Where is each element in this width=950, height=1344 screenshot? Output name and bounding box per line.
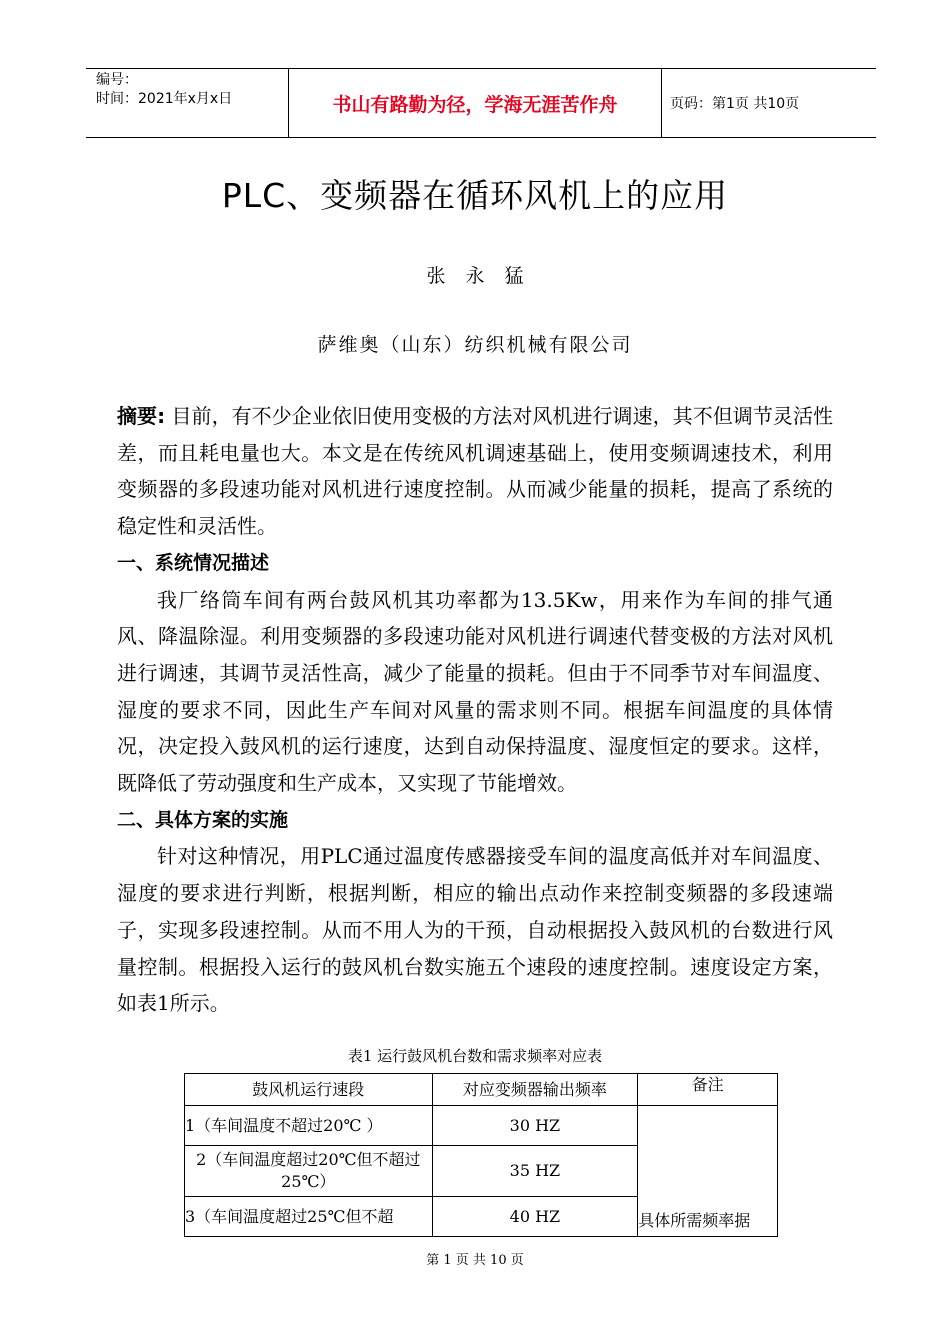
page-footer: 第 1 页 共 10 页 <box>426 1253 524 1268</box>
section-paragraph-1: 我厂络筒车间有两台鼓风机其功率都为13.5Kw，用来作为车间的排气通风、降温除湿。利用变频器的多段速功能对风机进行调速代替变极的方法对风机进行调速，其调节灵活性高，减少了能量的损耗。但由于不同季节对车间温度、湿度的要求不同，因此生产车间对风量的需求则不同。根据车间温度的具体情况，决定投入鼓风机的运行速度，达到自动保持温度、湿度恒定的要求。这样，既降低了劳动强度和生产成本，又实现了节能增效。 <box>117 587 833 796</box>
document-title: PLC、变频器在循环风机上的应用 <box>221 176 729 215</box>
table-header-cell: 对应变频器输出频率 <box>432 1074 638 1106</box>
table-header-cell: 备注 <box>638 1074 778 1106</box>
table-cell-stage: 2（车间温度超过20℃但不超过25℃） <box>185 1146 433 1197</box>
section-heading-1: 一、系统情况描述 <box>117 551 270 574</box>
table-row <box>185 1106 778 1146</box>
table-cell-frequency: 35 HZ <box>432 1146 638 1197</box>
section-heading-2: 二、具体方案的实施 <box>117 808 289 831</box>
table-header-cell: 鼓风机运行速段 <box>185 1074 433 1106</box>
table-cell-frequency: 40 HZ <box>432 1197 638 1237</box>
frequency-table <box>184 1073 778 1237</box>
author-name: 张永猛 <box>426 265 544 287</box>
header-motto: 书山有路勤为径，学海无涯苦作舟 <box>288 69 662 137</box>
section-paragraph-2: 针对这种情况，用PLC通过温度传感器接受车间的温度高低并对车间温度、湿度的要求进行判断，根据判断，相应的输出点动作来控制变频器的多段速端子，实现多段速控制。从而不用人为的干预，自动根据投入鼓风机的台数进行风量控制。根据投入运行的鼓风机台数实施五个速段的速度控制。速度设定方案，如表1所示。 <box>117 844 833 1016</box>
header-page-info: 页码：第1页 共10页 <box>670 96 800 112</box>
table-cell-frequency: 30 HZ <box>432 1106 638 1146</box>
table-caption: 表1 运行鼓风机台数和需求频率对应表 <box>347 1047 603 1065</box>
table-cell-stage: 1（车间温度不超过20℃ ） <box>185 1106 433 1146</box>
abstract-label: 摘要: <box>117 404 166 428</box>
company-name: 萨维奥（山东）纺织机械有限公司 <box>317 334 633 356</box>
time-label: 时间：2021年x月x日 <box>96 91 233 107</box>
page-header <box>86 68 876 138</box>
header-meta <box>86 69 288 137</box>
table-note-cell <box>638 1106 778 1237</box>
code-label: 编号： <box>96 72 138 88</box>
abstract-text: 目前，有不少企业依旧使用变极的方法对风机进行调速，其不但调节灵活性差，而且耗电量也大。本文是在传统风机调速基础上，使用变频调速技术，利用变频器的多段速功能对风机进行速度控制。从而减少能量的损耗，提高了系统的稳定性和灵活性。 <box>117 404 833 539</box>
abstract-paragraph <box>117 398 833 545</box>
table-note: 具体所需频率据 <box>638 1211 751 1230</box>
table-header-row <box>185 1074 778 1106</box>
document-body <box>117 398 833 1022</box>
table-cell-stage: 3（车间温度超过25℃但不超 <box>185 1197 433 1237</box>
